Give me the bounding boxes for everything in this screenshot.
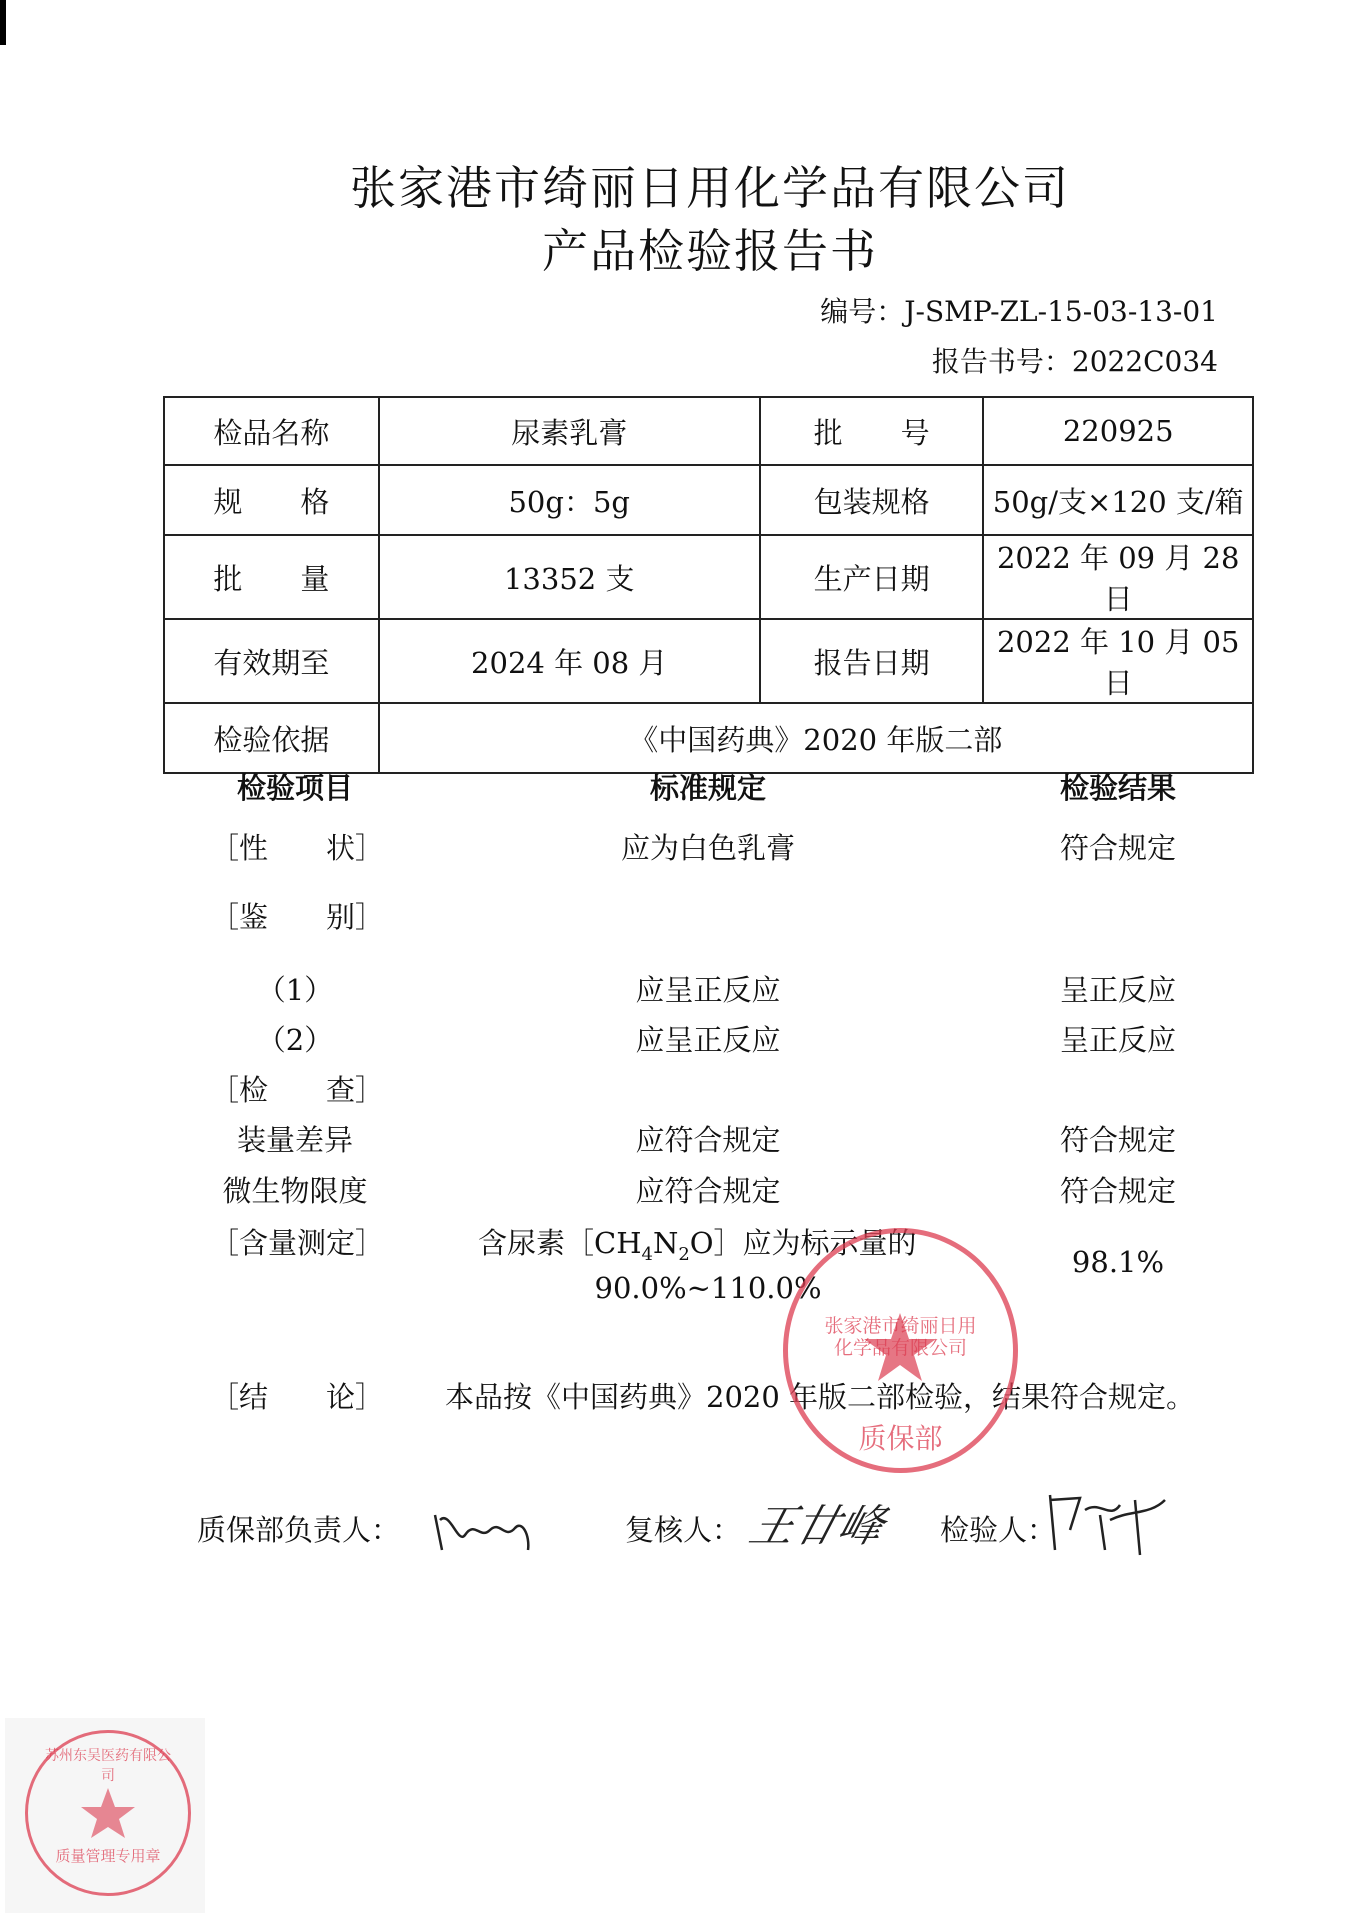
distributor-qa-stamp bbox=[25, 1730, 191, 1896]
assay-subscript: 2 bbox=[678, 1243, 690, 1265]
test-item: （2） bbox=[256, 1023, 334, 1057]
test-result: 符合规定 bbox=[1059, 831, 1177, 865]
report-number bbox=[932, 340, 1218, 380]
table-row bbox=[164, 535, 1253, 619]
test-standard: 应符合规定 bbox=[635, 1123, 781, 1157]
test-result: 符合规定 bbox=[1059, 1174, 1177, 1208]
test-standard: 应为白色乳膏 bbox=[620, 831, 796, 865]
quantity: 13352 支 bbox=[379, 535, 760, 619]
stamp-ring-text: 苏州东吴医药有限公司 bbox=[45, 1748, 171, 1784]
test-item: ［鉴 别］ bbox=[210, 900, 385, 934]
assay-result: 98.1% bbox=[1071, 1245, 1165, 1279]
assay-item: ［含量测定］ bbox=[210, 1226, 385, 1260]
product-name: 尿素乳膏 bbox=[379, 397, 760, 465]
expiry: 2024 年 08 月 bbox=[379, 619, 760, 703]
reviewer-label: 复核人： bbox=[625, 1513, 742, 1547]
test-standard: 应呈正反应 bbox=[635, 1023, 781, 1057]
header-item: 检验项目 bbox=[236, 771, 354, 805]
basis-label: 检验依据 bbox=[164, 703, 379, 773]
basis: 《中国药典》2020 年版二部 bbox=[379, 703, 1253, 773]
product-name-label: 检品名称 bbox=[164, 397, 379, 465]
expiry-label: 有效期至 bbox=[164, 619, 379, 703]
test-item: （1） bbox=[256, 973, 334, 1007]
assay-subscript: 4 bbox=[641, 1243, 653, 1265]
pack: 50g/支×120 支/箱 bbox=[983, 465, 1253, 535]
stamp-center-text: 质量管理专用章 bbox=[55, 1847, 161, 1865]
report-date: 2022 年 10 月 05 日 bbox=[983, 619, 1253, 703]
header-result: 检验结果 bbox=[1059, 771, 1177, 805]
conclusion-text: 本品按《中国药典》2020 年版二部检验，结果符合规定。 bbox=[445, 1380, 1196, 1414]
report-date-label: 报告日期 bbox=[760, 619, 984, 703]
table-row bbox=[164, 619, 1253, 703]
company-name: 张家港市绮丽日用化学品有限公司 bbox=[350, 161, 1070, 215]
table-row bbox=[164, 465, 1253, 535]
doc-number bbox=[820, 290, 1218, 330]
doc-number-value: J-SMP-ZL-15-03-13-01 bbox=[904, 295, 1218, 328]
test-item: ［检 查］ bbox=[210, 1073, 385, 1107]
assay-standard-part: O］应为标示量的 bbox=[689, 1226, 917, 1260]
assay-standard-part: N bbox=[652, 1226, 679, 1260]
test-item: 装量差异 bbox=[236, 1123, 354, 1157]
table-row bbox=[164, 397, 1253, 465]
batch-no: 220925 bbox=[983, 397, 1253, 465]
table-row bbox=[164, 703, 1253, 773]
test-standard: 应符合规定 bbox=[635, 1174, 781, 1208]
spec: 50g：5g bbox=[379, 465, 760, 535]
test-item: 微生物限度 bbox=[222, 1174, 368, 1208]
assay-standard-part: 含尿素［CH bbox=[478, 1226, 642, 1260]
product-info-table bbox=[163, 396, 1254, 774]
assay-standard-range: 90.0%~110.0% bbox=[594, 1271, 822, 1305]
inspector-signature bbox=[1040, 1480, 1170, 1560]
test-result: 呈正反应 bbox=[1059, 1023, 1177, 1057]
qa-head-label: 质保部负责人： bbox=[197, 1513, 401, 1547]
header-standard: 标准规定 bbox=[649, 771, 767, 805]
test-result: 呈正反应 bbox=[1059, 973, 1177, 1007]
stamp-center-text: 质保部 bbox=[858, 1422, 943, 1455]
mfg-date: 2022 年 09 月 28 日 bbox=[983, 535, 1253, 619]
test-item: ［性 状］ bbox=[210, 831, 385, 865]
report-number-value: 2022C034 bbox=[1071, 345, 1218, 378]
doc-number-label: 编号： bbox=[820, 295, 905, 328]
spec-label: 规 格 bbox=[164, 465, 379, 535]
reviewer-signature: 王廿峰 bbox=[743, 1501, 890, 1552]
quantity-label: 批 量 bbox=[164, 535, 379, 619]
inspector-label: 检验人： bbox=[940, 1513, 1057, 1547]
pack-label: 包装规格 bbox=[760, 465, 984, 535]
test-result: 符合规定 bbox=[1059, 1123, 1177, 1157]
company-qa-stamp bbox=[783, 1228, 1018, 1473]
stamp-ring-text: 张家港市绮丽日用化学品有限公司 bbox=[824, 1315, 977, 1359]
report-title: 产品检验报告书 bbox=[542, 224, 878, 278]
mfg-date-label: 生产日期 bbox=[760, 535, 984, 619]
scan-edge-mark bbox=[0, 0, 6, 45]
report-number-label: 报告书号： bbox=[931, 345, 1072, 378]
qa-head-signature bbox=[430, 1490, 540, 1560]
test-standard: 应呈正反应 bbox=[635, 973, 781, 1007]
conclusion-label: ［结 论］ bbox=[210, 1380, 385, 1414]
batch-no-label: 批 号 bbox=[760, 397, 984, 465]
